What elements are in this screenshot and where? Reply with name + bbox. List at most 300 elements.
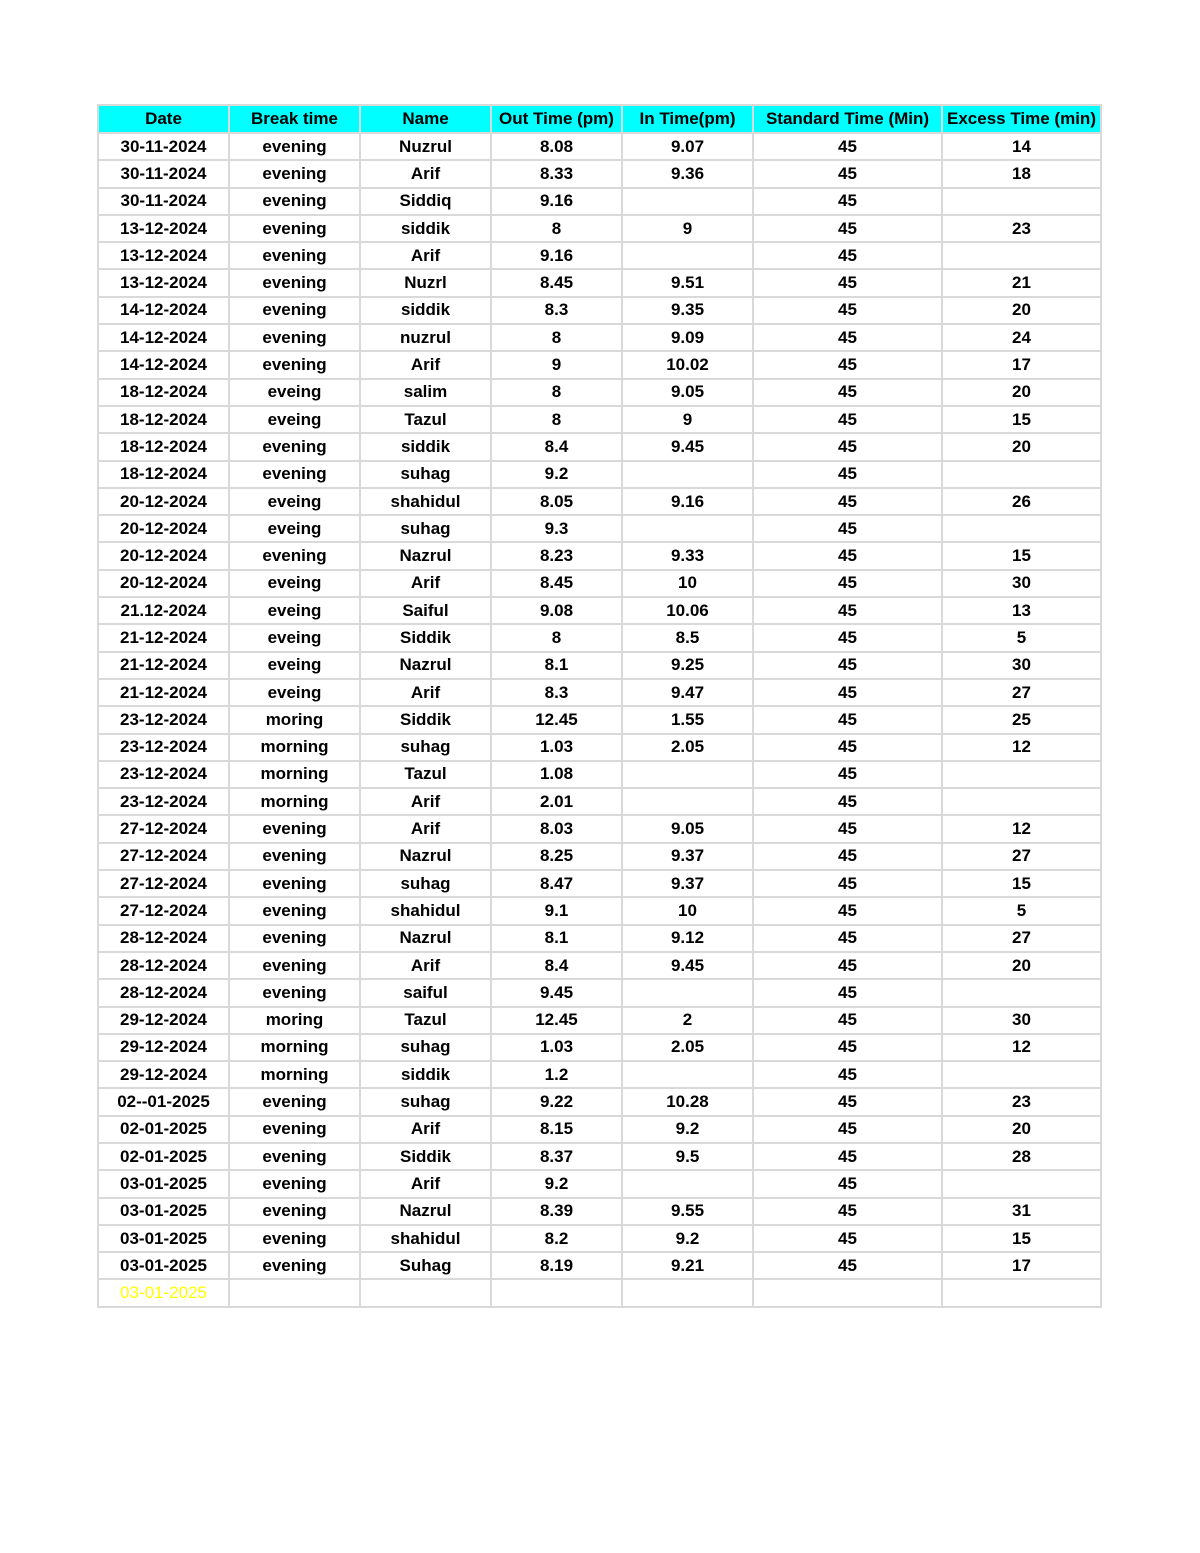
cell-out-time[interactable]: 8.4	[491, 952, 622, 979]
cell-standard-time[interactable]: 45	[753, 597, 942, 624]
cell-standard-time[interactable]: 45	[753, 979, 942, 1006]
cell-out-time[interactable]: 8.1	[491, 652, 622, 679]
cell-name[interactable]: Arif	[360, 1170, 491, 1197]
cell-date[interactable]: 02--01-2025	[98, 1088, 229, 1115]
cell-in-time[interactable]: 9.37	[622, 870, 753, 897]
cell-excess-time[interactable]: 12	[942, 815, 1101, 842]
header-break-time[interactable]: Break time	[229, 105, 360, 133]
cell-out-time[interactable]: 8.25	[491, 843, 622, 870]
cell-name[interactable]: Nazrul	[360, 542, 491, 569]
cell-break-time[interactable]: evening	[229, 297, 360, 324]
cell-break-time[interactable]: eveing	[229, 406, 360, 433]
cell-date[interactable]: 18-12-2024	[98, 433, 229, 460]
cell-name[interactable]: salim	[360, 379, 491, 406]
cell-standard-time[interactable]: 45	[753, 215, 942, 242]
cell-name[interactable]: Arif	[360, 679, 491, 706]
cell-break-time[interactable]: moring	[229, 1007, 360, 1034]
cell-break-time[interactable]: evening	[229, 1088, 360, 1115]
cell-break-time[interactable]: evening	[229, 815, 360, 842]
cell-in-time[interactable]: 9.05	[622, 815, 753, 842]
cell-out-time[interactable]: 8.05	[491, 488, 622, 515]
cell-name[interactable]: Arif	[360, 570, 491, 597]
cell-break-time[interactable]: eveing	[229, 515, 360, 542]
cell-in-time[interactable]	[622, 1170, 753, 1197]
cell-excess-time[interactable]: 15	[942, 870, 1101, 897]
cell-excess-time[interactable]: 12	[942, 1034, 1101, 1061]
cell-date[interactable]: 28-12-2024	[98, 952, 229, 979]
cell-excess-time[interactable]: 21	[942, 269, 1101, 296]
cell-name[interactable]: Tazul	[360, 406, 491, 433]
cell-break-time[interactable]: evening	[229, 215, 360, 242]
cell-excess-time[interactable]: 5	[942, 624, 1101, 651]
header-excess-time[interactable]: Excess Time (min)	[942, 105, 1101, 133]
cell-in-time[interactable]	[622, 461, 753, 488]
cell-break-time[interactable]: eveing	[229, 570, 360, 597]
cell-date[interactable]: 27-12-2024	[98, 897, 229, 924]
cell-out-time[interactable]: 8.3	[491, 679, 622, 706]
cell-break-time[interactable]: evening	[229, 133, 360, 160]
cell-break-time[interactable]: morning	[229, 1061, 360, 1088]
cell-date[interactable]: 27-12-2024	[98, 815, 229, 842]
cell-break-time[interactable]: evening	[229, 979, 360, 1006]
cell-break-time[interactable]: morning	[229, 788, 360, 815]
cell-date[interactable]: 03-01-2025	[98, 1252, 229, 1279]
cell-standard-time[interactable]: 45	[753, 379, 942, 406]
cell-standard-time[interactable]: 45	[753, 1170, 942, 1197]
cell-out-time[interactable]: 9.16	[491, 188, 622, 215]
cell-date[interactable]: 27-12-2024	[98, 870, 229, 897]
cell-date[interactable]: 03-01-2025	[98, 1170, 229, 1197]
cell-out-time[interactable]: 9.2	[491, 461, 622, 488]
cell-excess-time[interactable]: 17	[942, 351, 1101, 378]
cell-standard-time[interactable]: 45	[753, 542, 942, 569]
cell-in-time[interactable]: 9.45	[622, 433, 753, 460]
cell-excess-time[interactable]: 30	[942, 570, 1101, 597]
cell-name[interactable]: suhag	[360, 1088, 491, 1115]
cell-out-time[interactable]: 9.08	[491, 597, 622, 624]
cell-in-time[interactable]: 9.05	[622, 379, 753, 406]
cell-name[interactable]: shahidul	[360, 1225, 491, 1252]
cell-excess-time[interactable]: 28	[942, 1143, 1101, 1170]
cell-in-time[interactable]: 9.2	[622, 1116, 753, 1143]
cell-break-time[interactable]: evening	[229, 1170, 360, 1197]
cell-in-time[interactable]: 9.47	[622, 679, 753, 706]
cell-name[interactable]: shahidul	[360, 897, 491, 924]
cell-in-time[interactable]: 9.21	[622, 1252, 753, 1279]
cell-date[interactable]: 20-12-2024	[98, 515, 229, 542]
cell-break-time[interactable]: evening	[229, 1198, 360, 1225]
cell-excess-time[interactable]	[942, 788, 1101, 815]
cell-name[interactable]: Arif	[360, 788, 491, 815]
header-date[interactable]: Date	[98, 105, 229, 133]
cell-standard-time[interactable]: 45	[753, 897, 942, 924]
cell-standard-time[interactable]: 45	[753, 706, 942, 733]
cell-out-time[interactable]: 8.3	[491, 297, 622, 324]
cell-standard-time[interactable]: 45	[753, 160, 942, 187]
cell-out-time[interactable]: 8.45	[491, 570, 622, 597]
cell-in-time[interactable]: 10.06	[622, 597, 753, 624]
cell-excess-time[interactable]: 25	[942, 706, 1101, 733]
cell-standard-time[interactable]: 45	[753, 570, 942, 597]
cell-break-time[interactable]: evening	[229, 843, 360, 870]
cell-break-time[interactable]: evening	[229, 870, 360, 897]
cell-name[interactable]: Arif	[360, 242, 491, 269]
cell-out-time[interactable]: 8.08	[491, 133, 622, 160]
cell-excess-time[interactable]: 15	[942, 1225, 1101, 1252]
cell-date[interactable]: 14-12-2024	[98, 324, 229, 351]
cell-in-time[interactable]: 9.16	[622, 488, 753, 515]
cell-in-time[interactable]: 2.05	[622, 1034, 753, 1061]
cell-standard-time[interactable]: 45	[753, 406, 942, 433]
cell-name[interactable]: Nazrul	[360, 925, 491, 952]
cell-in-time[interactable]: 9.5	[622, 1143, 753, 1170]
cell-standard-time[interactable]	[753, 1279, 942, 1306]
cell-name[interactable]: suhag	[360, 870, 491, 897]
cell-date[interactable]: 21-12-2024	[98, 652, 229, 679]
cell-in-time[interactable]: 10	[622, 570, 753, 597]
cell-break-time[interactable]: evening	[229, 242, 360, 269]
cell-standard-time[interactable]: 45	[753, 242, 942, 269]
cell-name[interactable]: Tazul	[360, 761, 491, 788]
cell-name[interactable]: Nazrul	[360, 1198, 491, 1225]
cell-out-time[interactable]: 12.45	[491, 1007, 622, 1034]
cell-in-time[interactable]: 9.25	[622, 652, 753, 679]
cell-name[interactable]: siddik	[360, 215, 491, 242]
cell-date[interactable]: 29-12-2024	[98, 1007, 229, 1034]
cell-date[interactable]: 03-01-2025	[98, 1198, 229, 1225]
cell-standard-time[interactable]: 45	[753, 788, 942, 815]
cell-excess-time[interactable]: 27	[942, 843, 1101, 870]
cell-name[interactable]: Siddik	[360, 1143, 491, 1170]
cell-out-time[interactable]: 9.2	[491, 1170, 622, 1197]
cell-name[interactable]: siddik	[360, 433, 491, 460]
cell-date[interactable]: 23-12-2024	[98, 706, 229, 733]
cell-date[interactable]: 02-01-2025	[98, 1116, 229, 1143]
cell-name[interactable]: Nuzrl	[360, 269, 491, 296]
cell-excess-time[interactable]: 14	[942, 133, 1101, 160]
cell-standard-time[interactable]: 45	[753, 1198, 942, 1225]
cell-name[interactable]: siddik	[360, 1061, 491, 1088]
cell-date[interactable]: 30-11-2024	[98, 133, 229, 160]
cell-standard-time[interactable]: 45	[753, 1252, 942, 1279]
cell-name[interactable]: Arif	[360, 952, 491, 979]
cell-excess-time[interactable]	[942, 761, 1101, 788]
cell-out-time[interactable]: 2.01	[491, 788, 622, 815]
cell-in-time[interactable]: 9.09	[622, 324, 753, 351]
cell-date[interactable]: 03-01-2025	[98, 1225, 229, 1252]
cell-break-time[interactable]: evening	[229, 952, 360, 979]
cell-date[interactable]: 28-12-2024	[98, 925, 229, 952]
cell-break-time[interactable]: evening	[229, 1116, 360, 1143]
cell-out-time[interactable]: 8.47	[491, 870, 622, 897]
cell-in-time[interactable]	[622, 1061, 753, 1088]
cell-date[interactable]: 20-12-2024	[98, 488, 229, 515]
cell-out-time[interactable]: 8.4	[491, 433, 622, 460]
cell-in-time[interactable]	[622, 761, 753, 788]
cell-name[interactable]: Suhag	[360, 1252, 491, 1279]
cell-in-time[interactable]	[622, 1279, 753, 1306]
cell-out-time[interactable]: 8.15	[491, 1116, 622, 1143]
cell-standard-time[interactable]: 45	[753, 761, 942, 788]
cell-excess-time[interactable]: 15	[942, 406, 1101, 433]
cell-out-time[interactable]: 8.2	[491, 1225, 622, 1252]
cell-standard-time[interactable]: 45	[753, 815, 942, 842]
cell-standard-time[interactable]: 45	[753, 133, 942, 160]
cell-out-time[interactable]: 8.37	[491, 1143, 622, 1170]
cell-date[interactable]: 14-12-2024	[98, 297, 229, 324]
cell-in-time[interactable]	[622, 188, 753, 215]
cell-date[interactable]: 23-12-2024	[98, 788, 229, 815]
cell-name[interactable]: Siddik	[360, 706, 491, 733]
cell-in-time[interactable]: 10.02	[622, 351, 753, 378]
cell-standard-time[interactable]: 45	[753, 1034, 942, 1061]
header-out-time[interactable]: Out Time (pm)	[491, 105, 622, 133]
cell-in-time[interactable]: 9.45	[622, 952, 753, 979]
cell-break-time[interactable]: evening	[229, 461, 360, 488]
cell-out-time[interactable]: 9.1	[491, 897, 622, 924]
cell-standard-time[interactable]: 45	[753, 188, 942, 215]
cell-standard-time[interactable]: 45	[753, 297, 942, 324]
cell-out-time[interactable]: 1.03	[491, 1034, 622, 1061]
cell-in-time[interactable]: 9.2	[622, 1225, 753, 1252]
cell-excess-time[interactable]: 20	[942, 379, 1101, 406]
cell-date[interactable]: 30-11-2024	[98, 188, 229, 215]
cell-standard-time[interactable]: 45	[753, 269, 942, 296]
cell-break-time[interactable]: morning	[229, 734, 360, 761]
cell-name[interactable]: saiful	[360, 979, 491, 1006]
cell-break-time[interactable]: evening	[229, 433, 360, 460]
cell-excess-time[interactable]: 27	[942, 925, 1101, 952]
cell-excess-time[interactable]: 5	[942, 897, 1101, 924]
cell-in-time[interactable]: 2.05	[622, 734, 753, 761]
cell-date[interactable]: 29-12-2024	[98, 1034, 229, 1061]
cell-in-time[interactable]	[622, 515, 753, 542]
cell-out-time[interactable]: 9.3	[491, 515, 622, 542]
header-in-time[interactable]: In Time(pm)	[622, 105, 753, 133]
cell-out-time[interactable]: 8	[491, 324, 622, 351]
cell-standard-time[interactable]: 45	[753, 925, 942, 952]
cell-name[interactable]: suhag	[360, 461, 491, 488]
cell-excess-time[interactable]: 27	[942, 679, 1101, 706]
cell-break-time[interactable]: evening	[229, 897, 360, 924]
cell-out-time[interactable]: 8.39	[491, 1198, 622, 1225]
cell-in-time[interactable]: 9	[622, 406, 753, 433]
cell-in-time[interactable]: 9	[622, 215, 753, 242]
cell-date[interactable]: 13-12-2024	[98, 242, 229, 269]
cell-break-time[interactable]: evening	[229, 1252, 360, 1279]
cell-out-time[interactable]: 9.45	[491, 979, 622, 1006]
cell-break-time[interactable]: eveing	[229, 379, 360, 406]
cell-out-time[interactable]: 8	[491, 406, 622, 433]
cell-out-time[interactable]: 8.23	[491, 542, 622, 569]
cell-date[interactable]: 18-12-2024	[98, 406, 229, 433]
cell-name[interactable]: nuzrul	[360, 324, 491, 351]
cell-excess-time[interactable]	[942, 1170, 1101, 1197]
cell-break-time[interactable]: evening	[229, 188, 360, 215]
cell-date[interactable]: 18-12-2024	[98, 379, 229, 406]
cell-out-time[interactable]: 8	[491, 215, 622, 242]
cell-date[interactable]: 03-01-2025	[98, 1279, 229, 1306]
cell-excess-time[interactable]: 20	[942, 433, 1101, 460]
cell-out-time[interactable]	[491, 1279, 622, 1306]
cell-in-time[interactable]: 9.37	[622, 843, 753, 870]
cell-date[interactable]: 27-12-2024	[98, 843, 229, 870]
cell-break-time[interactable]: morning	[229, 1034, 360, 1061]
cell-break-time[interactable]: moring	[229, 706, 360, 733]
cell-standard-time[interactable]: 45	[753, 1061, 942, 1088]
cell-standard-time[interactable]: 45	[753, 734, 942, 761]
cell-break-time[interactable]: evening	[229, 324, 360, 351]
cell-excess-time[interactable]: 13	[942, 597, 1101, 624]
cell-break-time[interactable]: eveing	[229, 488, 360, 515]
cell-date[interactable]: 23-12-2024	[98, 761, 229, 788]
cell-out-time[interactable]: 8.1	[491, 925, 622, 952]
cell-break-time[interactable]	[229, 1279, 360, 1306]
cell-break-time[interactable]: eveing	[229, 624, 360, 651]
cell-excess-time[interactable]: 18	[942, 160, 1101, 187]
cell-break-time[interactable]: evening	[229, 269, 360, 296]
cell-break-time[interactable]: eveing	[229, 679, 360, 706]
cell-standard-time[interactable]: 45	[753, 624, 942, 651]
cell-out-time[interactable]: 9.22	[491, 1088, 622, 1115]
cell-name[interactable]: Tazul	[360, 1007, 491, 1034]
cell-in-time[interactable]: 9.36	[622, 160, 753, 187]
cell-out-time[interactable]: 12.45	[491, 706, 622, 733]
cell-standard-time[interactable]: 45	[753, 1225, 942, 1252]
cell-standard-time[interactable]: 45	[753, 1116, 942, 1143]
cell-standard-time[interactable]: 45	[753, 652, 942, 679]
cell-excess-time[interactable]: 30	[942, 1007, 1101, 1034]
header-name[interactable]: Name	[360, 105, 491, 133]
cell-date[interactable]: 02-01-2025	[98, 1143, 229, 1170]
cell-break-time[interactable]: morning	[229, 761, 360, 788]
cell-break-time[interactable]: evening	[229, 351, 360, 378]
cell-excess-time[interactable]	[942, 1279, 1101, 1306]
cell-break-time[interactable]: evening	[229, 160, 360, 187]
cell-name[interactable]: suhag	[360, 734, 491, 761]
cell-excess-time[interactable]	[942, 515, 1101, 542]
cell-excess-time[interactable]: 24	[942, 324, 1101, 351]
cell-excess-time[interactable]: 23	[942, 1088, 1101, 1115]
cell-excess-time[interactable]: 31	[942, 1198, 1101, 1225]
cell-excess-time[interactable]	[942, 242, 1101, 269]
cell-excess-time[interactable]	[942, 1061, 1101, 1088]
cell-standard-time[interactable]: 45	[753, 324, 942, 351]
cell-standard-time[interactable]: 45	[753, 461, 942, 488]
cell-name[interactable]	[360, 1279, 491, 1306]
cell-standard-time[interactable]: 45	[753, 843, 942, 870]
cell-standard-time[interactable]: 45	[753, 515, 942, 542]
cell-excess-time[interactable]: 17	[942, 1252, 1101, 1279]
cell-standard-time[interactable]: 45	[753, 952, 942, 979]
cell-break-time[interactable]: evening	[229, 1225, 360, 1252]
cell-out-time[interactable]: 8.03	[491, 815, 622, 842]
cell-name[interactable]: Nuzrul	[360, 133, 491, 160]
cell-break-time[interactable]: eveing	[229, 652, 360, 679]
cell-excess-time[interactable]	[942, 979, 1101, 1006]
cell-in-time[interactable]: 8.5	[622, 624, 753, 651]
cell-name[interactable]: Nazrul	[360, 843, 491, 870]
cell-name[interactable]: shahidul	[360, 488, 491, 515]
cell-date[interactable]: 21-12-2024	[98, 624, 229, 651]
cell-in-time[interactable]: 9.35	[622, 297, 753, 324]
cell-excess-time[interactable]: 30	[942, 652, 1101, 679]
cell-in-time[interactable]: 9.07	[622, 133, 753, 160]
cell-date[interactable]: 20-12-2024	[98, 570, 229, 597]
cell-break-time[interactable]: evening	[229, 925, 360, 952]
cell-excess-time[interactable]: 15	[942, 542, 1101, 569]
cell-name[interactable]: Arif	[360, 1116, 491, 1143]
cell-in-time[interactable]: 10.28	[622, 1088, 753, 1115]
cell-standard-time[interactable]: 45	[753, 1088, 942, 1115]
cell-name[interactable]: Arif	[360, 160, 491, 187]
cell-out-time[interactable]: 8.45	[491, 269, 622, 296]
cell-date[interactable]: 18-12-2024	[98, 461, 229, 488]
cell-in-time[interactable]: 2	[622, 1007, 753, 1034]
cell-in-time[interactable]	[622, 788, 753, 815]
cell-date[interactable]: 29-12-2024	[98, 1061, 229, 1088]
cell-excess-time[interactable]	[942, 461, 1101, 488]
cell-in-time[interactable]: 10	[622, 897, 753, 924]
cell-out-time[interactable]: 1.2	[491, 1061, 622, 1088]
cell-date[interactable]: 28-12-2024	[98, 979, 229, 1006]
cell-in-time[interactable]	[622, 242, 753, 269]
cell-standard-time[interactable]: 45	[753, 1007, 942, 1034]
cell-name[interactable]: siddik	[360, 297, 491, 324]
cell-standard-time[interactable]: 45	[753, 488, 942, 515]
cell-date[interactable]: 30-11-2024	[98, 160, 229, 187]
cell-name[interactable]: Arif	[360, 815, 491, 842]
cell-date[interactable]: 14-12-2024	[98, 351, 229, 378]
cell-standard-time[interactable]: 45	[753, 870, 942, 897]
cell-excess-time[interactable]: 23	[942, 215, 1101, 242]
cell-standard-time[interactable]: 45	[753, 679, 942, 706]
cell-date[interactable]: 21-12-2024	[98, 679, 229, 706]
cell-out-time[interactable]: 8.19	[491, 1252, 622, 1279]
cell-in-time[interactable]: 9.51	[622, 269, 753, 296]
cell-excess-time[interactable]: 20	[942, 1116, 1101, 1143]
cell-out-time[interactable]: 8	[491, 379, 622, 406]
cell-out-time[interactable]: 9.16	[491, 242, 622, 269]
cell-out-time[interactable]: 1.08	[491, 761, 622, 788]
cell-excess-time[interactable]	[942, 188, 1101, 215]
cell-date[interactable]: 21.12-2024	[98, 597, 229, 624]
cell-out-time[interactable]: 1.03	[491, 734, 622, 761]
cell-break-time[interactable]: eveing	[229, 597, 360, 624]
cell-in-time[interactable]: 9.33	[622, 542, 753, 569]
cell-excess-time[interactable]: 20	[942, 297, 1101, 324]
cell-out-time[interactable]: 8	[491, 624, 622, 651]
cell-in-time[interactable]: 1.55	[622, 706, 753, 733]
cell-name[interactable]: Arif	[360, 351, 491, 378]
cell-excess-time[interactable]: 20	[942, 952, 1101, 979]
cell-date[interactable]: 20-12-2024	[98, 542, 229, 569]
cell-standard-time[interactable]: 45	[753, 1143, 942, 1170]
cell-name[interactable]: Saiful	[360, 597, 491, 624]
cell-break-time[interactable]: evening	[229, 542, 360, 569]
cell-in-time[interactable]: 9.12	[622, 925, 753, 952]
cell-standard-time[interactable]: 45	[753, 351, 942, 378]
cell-name[interactable]: suhag	[360, 515, 491, 542]
cell-excess-time[interactable]: 12	[942, 734, 1101, 761]
cell-name[interactable]: Siddik	[360, 624, 491, 651]
cell-date[interactable]: 23-12-2024	[98, 734, 229, 761]
cell-in-time[interactable]: 9.55	[622, 1198, 753, 1225]
cell-name[interactable]: Nazrul	[360, 652, 491, 679]
cell-date[interactable]: 13-12-2024	[98, 215, 229, 242]
cell-out-time[interactable]: 9	[491, 351, 622, 378]
cell-excess-time[interactable]: 26	[942, 488, 1101, 515]
